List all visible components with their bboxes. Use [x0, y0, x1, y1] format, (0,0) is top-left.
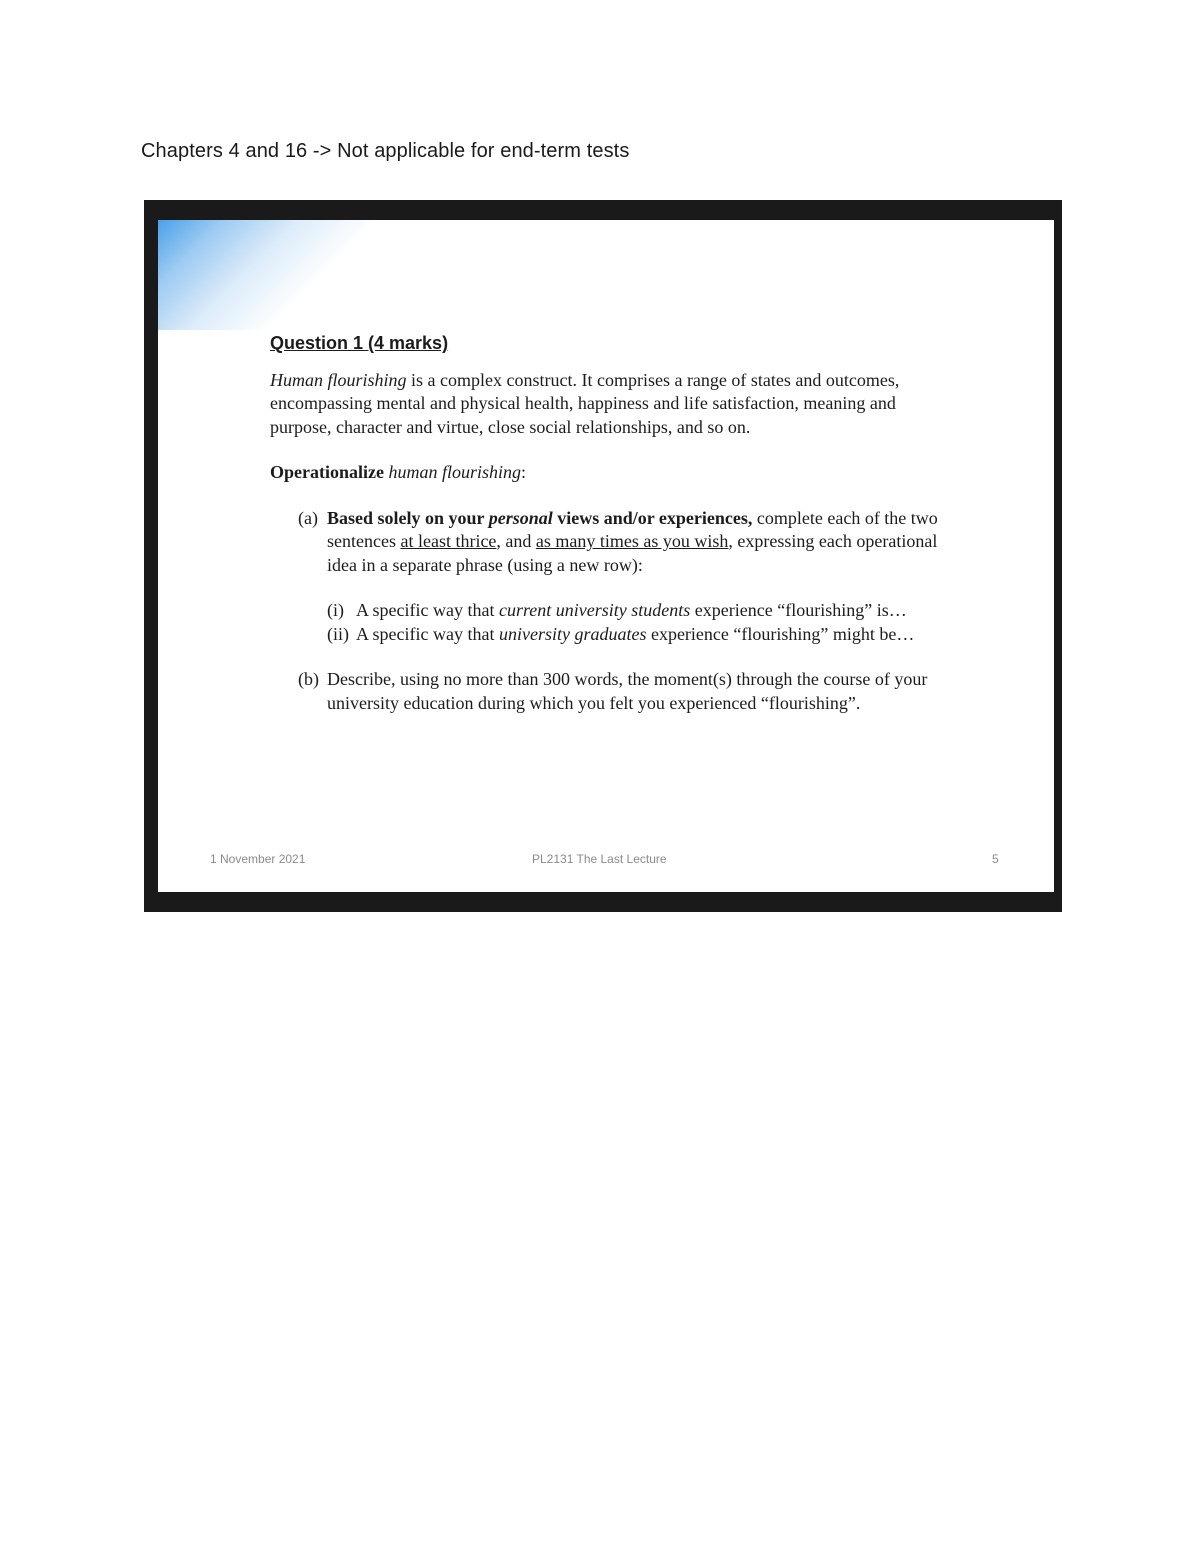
item-a-bold-2: views and/or experiences,: [552, 507, 753, 528]
slide-corner-gradient: [158, 220, 418, 330]
sub-item-i: [270, 599, 950, 623]
operationalize-label: Operationalize: [270, 462, 384, 482]
item-b: [270, 668, 950, 715]
sub-item-i-italic: current university students: [498, 600, 691, 620]
sub-item-i-text-1: A specific way that: [356, 600, 499, 620]
slide: [158, 220, 1054, 892]
question-title: Question 1 (4 marks): [270, 333, 449, 353]
item-a-bold-1: Based solely on your: [327, 507, 489, 528]
slide-footer-page-number: 5: [992, 852, 999, 866]
item-a-marker: (a): [298, 507, 318, 528]
item-b-marker: (b): [298, 669, 319, 689]
slide-footer-title: PL2131 The Last Lecture: [532, 852, 667, 866]
sub-item-ii-text-1: A specific way that: [356, 623, 499, 644]
item-a-text-3: , expressing each operational idea in a separate phrase (using a new row):: [327, 531, 938, 575]
sub-item-i-text-2: experience “flourishing” is…: [690, 600, 907, 620]
sub-items: [270, 599, 950, 646]
operationalize-line: [270, 461, 950, 485]
slide-image-frame: [144, 200, 1062, 912]
intro-term: Human flourishing: [270, 369, 407, 390]
item-a-text-1: complete each of the two sentences: [327, 507, 938, 551]
sub-item-ii-italic: university graduates: [498, 623, 647, 644]
sub-item-ii-marker: (ii): [327, 623, 349, 644]
sub-item-i-marker: (i): [327, 600, 344, 620]
item-b-text: Describe, using no more than 300 words, the moment(s) through the course of your university education during which you felt you experienced “flourishing”.: [327, 669, 928, 713]
item-a-underline-1: at least thrice: [400, 531, 497, 551]
intro-text: is a complex construct. It comprises a range of states and outcomes, encompassing mental and physical health, happiness and life satisfaction, meaning and purpose, character and virtue, close social relationships, and so on.: [270, 369, 900, 437]
item-a: [270, 507, 950, 578]
sub-item-ii: [270, 623, 950, 647]
item-a-bold-italic: personal: [488, 507, 553, 528]
item-a-underline-2: as many times as you wish: [535, 531, 729, 551]
operationalize-term: human flourishing: [388, 462, 521, 482]
sub-item-ii-text-2: experience “flourishing” might be…: [646, 623, 915, 644]
intro-paragraph: [270, 369, 950, 440]
item-a-text-2: , and: [496, 531, 536, 551]
slide-content: [270, 332, 950, 737]
slide-footer-date: 1 November 2021: [210, 852, 306, 866]
page-heading: Chapters 4 and 16 -> Not applicable for end-term tests: [141, 140, 630, 162]
operationalize-colon: :: [521, 462, 527, 482]
